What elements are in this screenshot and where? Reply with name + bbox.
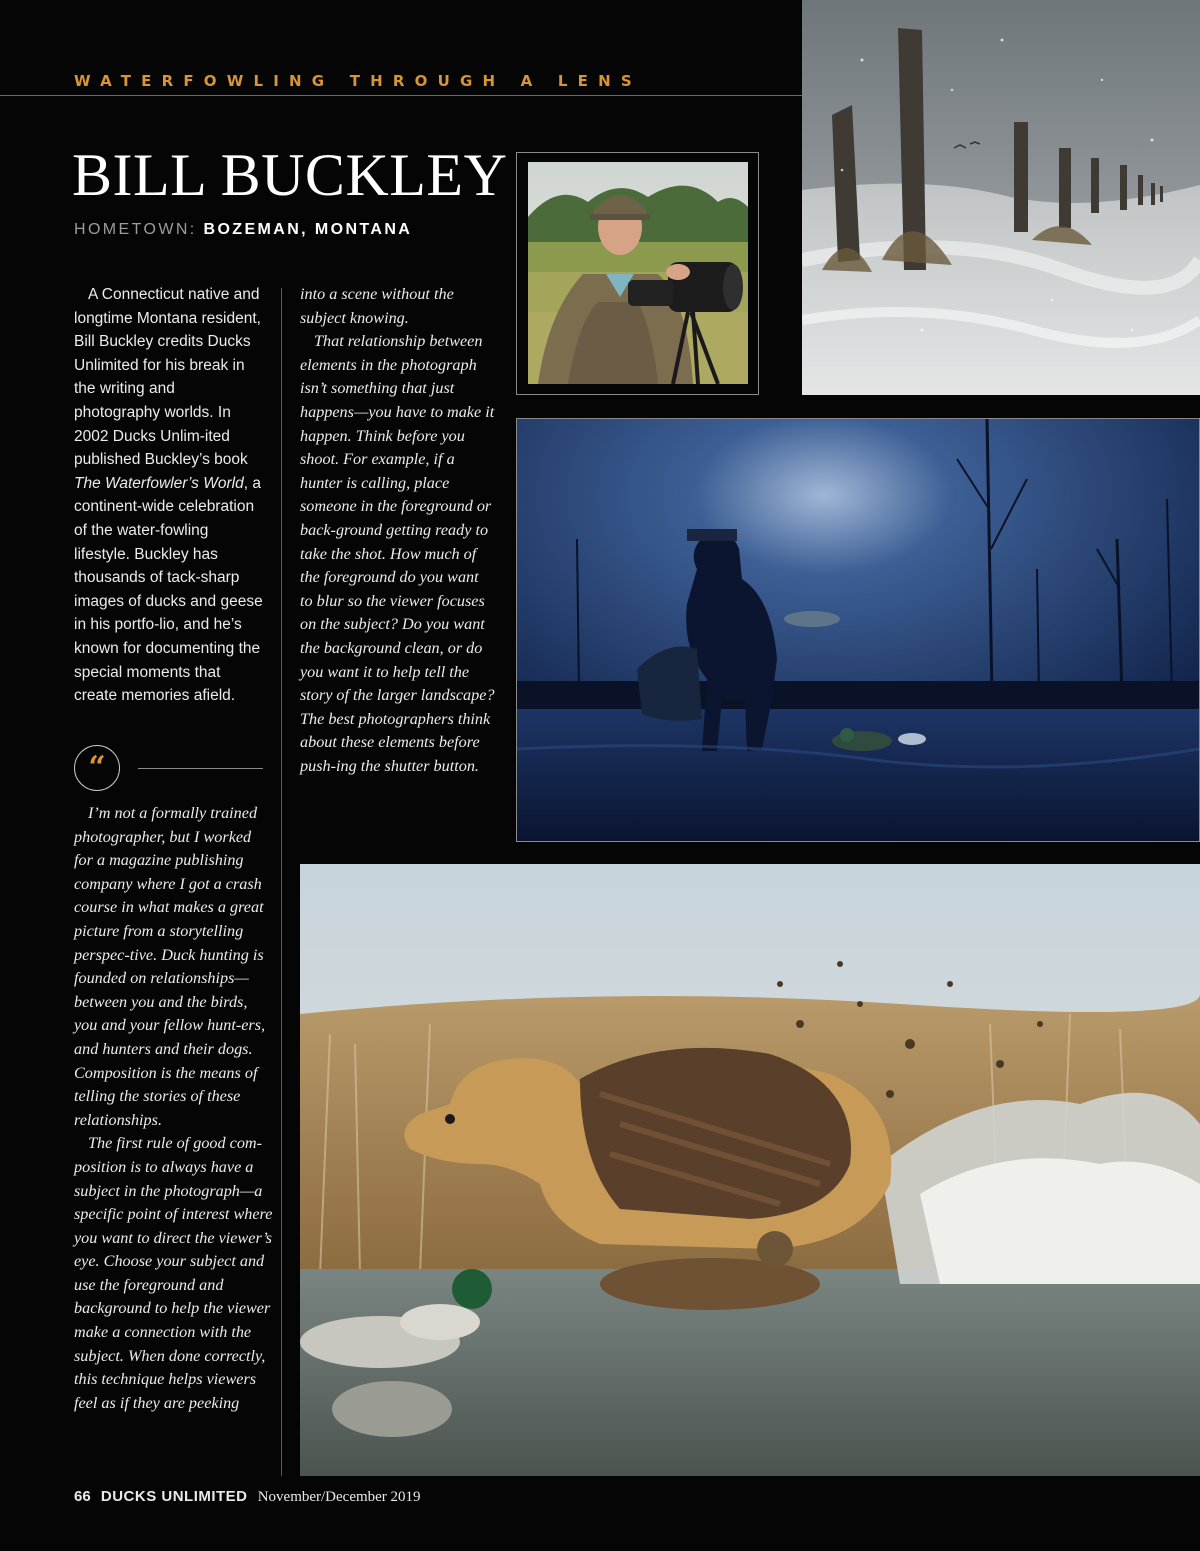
photographer-portrait — [528, 162, 748, 384]
quote-column-1 — [74, 802, 274, 1415]
quote-icon — [74, 745, 120, 791]
hometown-line — [74, 221, 412, 239]
intro-text-1: A Connecticut native and longtime Montana resident, Bill Buckley credits Ducks Unlimited for his break in the writing and photography worlds. In 2002 Ducks Unlim-ited published Buckley’s book — [74, 286, 261, 469]
hunter-at-dawn-photo — [516, 418, 1200, 842]
quote-paragraph: The first rule of good com-position is to always have a subject in the photograph—a specific point of interest where you want to direct the viewer’s eye. Choose your subject and use the foreground and background to help the viewer make a connection with the subject. When done correctly, this technique helps viewers feel as if they are peeking — [74, 1134, 273, 1412]
hometown-label: HOMETOWN: — [74, 221, 197, 238]
page-footer — [74, 1488, 421, 1506]
quote-column-2 — [300, 283, 495, 778]
publication-name: DUCKS UNLIMITED — [100, 1488, 248, 1505]
retriever-splash-photo — [300, 864, 1200, 1476]
book-title: The Waterfowler’s World — [74, 474, 244, 492]
column-divider — [281, 288, 282, 1476]
issue-date: November/December 2019 — [257, 1489, 421, 1505]
quote-paragraph: I’m not a formally trained photographer, but I worked for a magazine publishing company where I got a crash course in what makes a great picture from a storytelling perspec-tive. Duck hunting is founded on relationships—between you and the birds, you and your fellow hunt-ers, and hunters and their dogs. Composition is the means of telling the stories of these relationships. — [74, 804, 266, 1129]
snowy-fence-posts-photo — [802, 0, 1200, 395]
quote-mark: “ — [88, 750, 106, 785]
kicker-divider — [0, 95, 802, 96]
quote-paragraph: into a scene without the subject knowing. — [300, 285, 454, 327]
section-kicker: WATERFOWLING THROUGH A LENS — [74, 72, 642, 90]
page-title: BILL BUCKLEY — [72, 142, 508, 208]
hometown-value: BOZEMAN, MONTANA — [203, 221, 413, 238]
intro-paragraph — [74, 283, 264, 708]
page-number: 66 — [74, 1488, 91, 1505]
quote-paragraph: That relationship between elements in the photograph isn’t something that just happens—you have to make it happen. Think before you shoot. For example, if a hunter is calling, place someone in the foreground or back-ground getting ready to take the shot. How much of the foreground do you want to blur so the viewer focuses on the subject? Do you want the background clean, or do you want it to help tell the story of the larger landscape? The best photographers think about these elements before push-ing the shutter button. — [300, 332, 495, 775]
intro-text-2: , a continent-wide celebration of the water-fowling lifestyle. Buckley has thousands of tack-sharp images of ducks and geese in his portfo-lio, and he’s known for documenting the special moments that create memories afield. — [74, 474, 263, 705]
quote-divider — [138, 768, 263, 769]
